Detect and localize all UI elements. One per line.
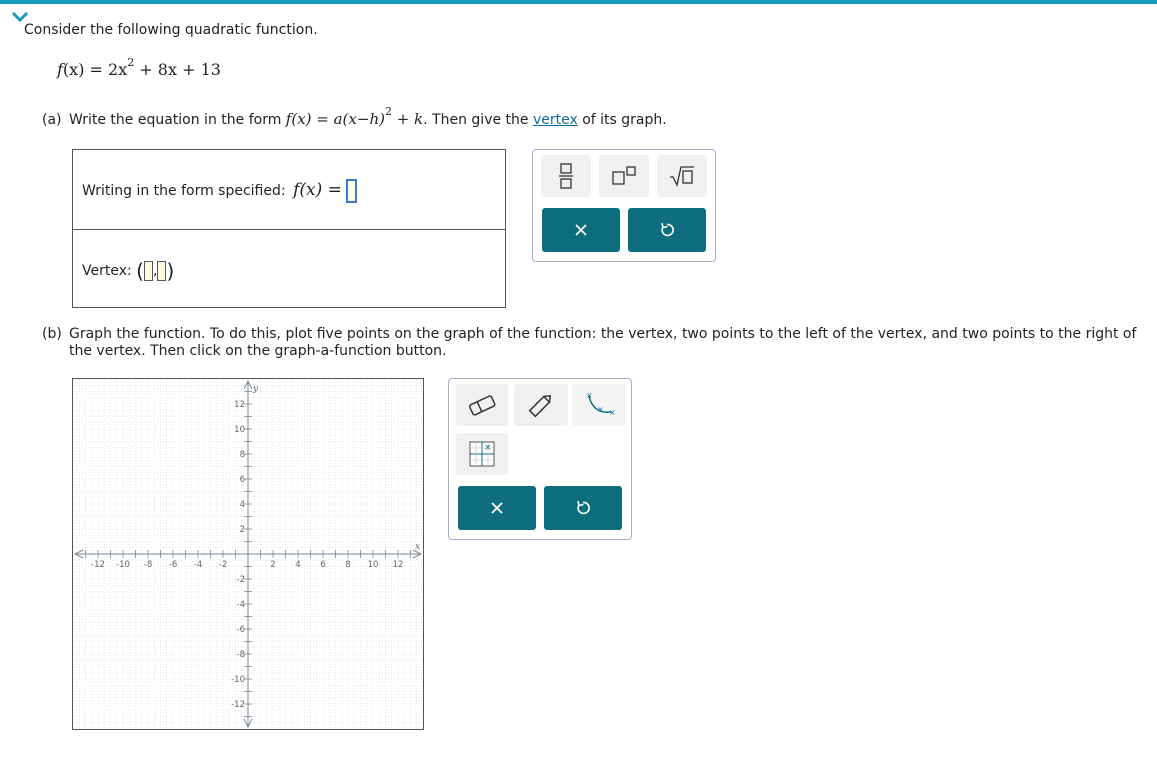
graph-area[interactable]	[72, 378, 424, 730]
y-tick-label: 2	[239, 525, 245, 535]
y-tick-label: -10	[231, 675, 245, 685]
y-tick-label: 8	[239, 450, 245, 460]
x-tick-label: 2	[270, 560, 276, 570]
vertex-h-input[interactable]	[144, 261, 153, 281]
y-tick-label: -12	[231, 700, 245, 710]
undo-icon	[575, 500, 591, 516]
function-definition: $f(x) = 2x^2 + 8x + 13$	[57, 56, 221, 79]
y-tick-label: 6	[239, 475, 245, 485]
part-a-prompt: (a) Write the equation in the form $f(x) = a(x-h)^2 + k$. Then give the vertex of its graph.	[42, 105, 667, 128]
x-tick-label: 10	[367, 560, 379, 570]
x-tick-label: 6	[320, 560, 326, 570]
vertex-form-expression: $f(x) = a(x-h)^2 + k$	[285, 105, 424, 128]
pencil-icon[interactable]	[514, 384, 568, 426]
x-tick-label: -8	[143, 560, 153, 570]
x-tick-label: 4	[295, 560, 301, 570]
undo-button[interactable]	[628, 208, 706, 252]
x-tick-label: -2	[218, 560, 228, 570]
x-icon	[574, 223, 588, 237]
vertex-form-answer-row: Writing in the form specified: f(x) =	[73, 150, 505, 230]
fraction-icon[interactable]	[541, 155, 591, 197]
undo-graph-button[interactable]	[544, 486, 622, 530]
answer-box	[72, 149, 506, 308]
eraser-icon[interactable]	[456, 384, 508, 426]
x-tick-label: 8	[345, 560, 351, 570]
math-tools-panel	[532, 149, 716, 262]
vertex-answer-row: Vertex: ( , )	[82, 259, 175, 283]
vertex-link[interactable]: vertex	[532, 112, 578, 128]
y-tick-label: 4	[239, 500, 245, 510]
vertex-form-input[interactable]	[346, 179, 357, 203]
y-tick-label: 10	[234, 425, 245, 435]
sqrt-icon[interactable]	[657, 155, 707, 197]
y-tick-label: -8	[236, 650, 245, 660]
y-tick-label: -6	[236, 625, 245, 635]
x-tick-label: 12	[392, 560, 404, 570]
y-tick-label: 12	[234, 400, 245, 410]
svg-text:×: ×	[597, 405, 604, 414]
x-icon	[490, 501, 504, 515]
x-tick-label: -4	[193, 560, 203, 570]
graph-tools-panel	[448, 378, 632, 540]
y-axis-label: y	[253, 384, 259, 394]
clear-graph-button[interactable]	[458, 486, 536, 530]
graph-a-function-icon[interactable]	[572, 384, 626, 426]
undo-icon	[659, 222, 675, 238]
y-tick-label: -4	[236, 600, 245, 610]
x-tick-label: -12	[91, 560, 105, 570]
top-accent-bar	[0, 0, 1157, 4]
svg-text:×: ×	[484, 443, 492, 453]
point-grid-icon[interactable]	[456, 433, 508, 475]
exponent-icon[interactable]	[599, 155, 649, 197]
x-tick-label: -10	[116, 560, 130, 570]
question-intro: Consider the following quadratic function.	[24, 22, 318, 38]
clear-button[interactable]	[542, 208, 620, 252]
coordinate-plane[interactable]	[73, 379, 423, 729]
x-axis-label: x	[415, 542, 421, 552]
x-tick-label: -6	[168, 560, 178, 570]
svg-text:×: ×	[609, 408, 616, 417]
svg-text:×: ×	[586, 391, 593, 400]
y-tick-label: -2	[236, 575, 245, 585]
